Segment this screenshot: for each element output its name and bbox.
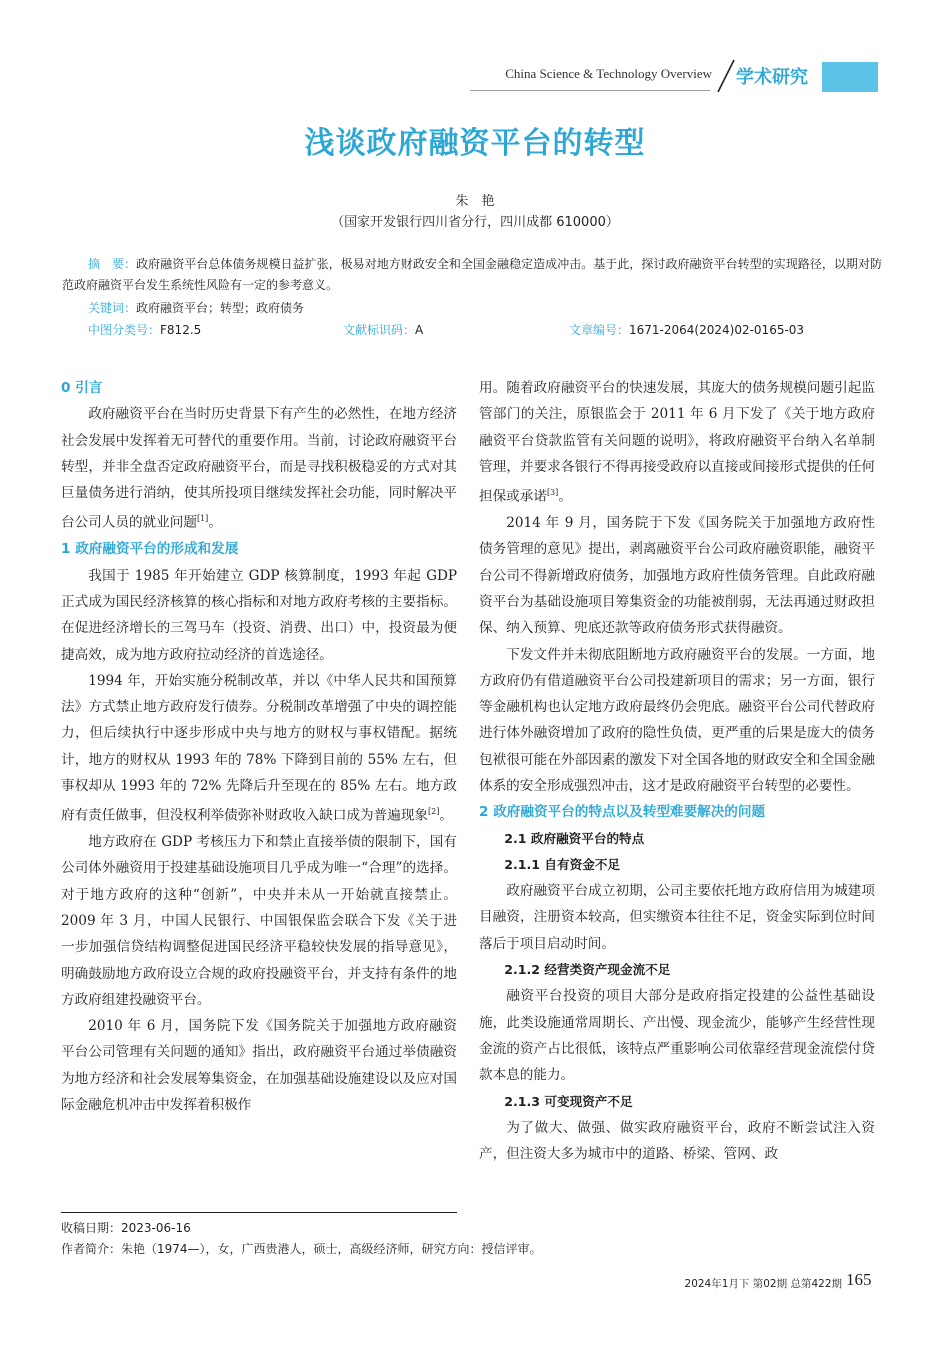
clc-label: 中图分类号： [88,323,161,337]
author-bio: 作者简介：朱艳（1974—），女，广西贵港人，硕士，高级经济师，研究方向：授信评审。 [61,1242,542,1256]
citation: [1] [196,514,209,524]
paragraph: 政府融资平台在当时历史背景下有产生的必然性，在地方经济社会发展中发挥着无可替代的重要作用。当前，讨论政府融资平台转型，并非全盘否定政府融资平台，而是寻找积极稳妥的方式对其巨量债务进行消纳，使其所投项目继续发挥社会功能，同时解决平台公司人员的就业问题[1]。 [61,406,457,532]
paragraph: 用。随着政府融资平台的快速发展，其庞大的债务规模问题引起监管部门的关注，原银监会于 2011 年 6 月下发了《关于地方政府融资平台贷款监管有关问题的说明》，将政府融资平台纳入名单制管理，并要求各银行不得再接受政府以直接或间接形式提供的任何担保或承诺[3]。 [479,380,875,505]
section-heading: 0 引言 [61,380,103,396]
citation: [3] [546,488,559,498]
header-accent-block [822,62,878,92]
doccode-value: A [415,323,424,337]
article-no-value: 1671-2064(2024)02-0165-03 [629,323,805,337]
subsection-heading: 2.1.1 自有资金不足 [504,856,620,872]
paragraph: 政府融资平台成立初期，公司主要依托地方政府信用为城建项目融资，注册资本较高，但实缴资本往往不足，资金实际到位时间落后于项目启动时间。 [479,883,875,952]
abstract [62,254,882,296]
right-column [479,375,875,1167]
section-heading: 1 政府融资平台的形成和发展 [61,541,239,558]
abstract-text: 政府融资平台总体债务规模日益扩张，极易对地方财政安全和全国金融稳定造成冲击。基于此，探讨政府融资平台转型的实现路径，以期对防范政府融资平台发生系统性风险有一定的参考意义。 [62,257,882,292]
issue-info: 2024年1月下 第02期 总第422期 [684,1278,842,1290]
page-number: 165 [846,1270,872,1289]
keywords-text: 政府融资平台；转型；政府债务 [136,301,305,315]
article-no-label: 文章编号： [569,323,630,337]
paragraph: 为了做大、做强、做实政府融资平台，政府不断尝试注入资产，但注资大多为城市中的道路、桥梁、管网、政 [479,1119,875,1163]
received-date: 收稿日期：2023-06-16 [61,1221,191,1235]
subsection-heading: 2.1.3 可变现资产不足 [504,1093,633,1109]
section-heading: 2 政府融资平台的特点以及转型难要解决的问题 [479,804,766,821]
journal-name: China Science & Technology Overview [505,66,712,81]
keywords-label: 关键词： [88,301,137,315]
citation: [2] [428,807,440,817]
section-label: 学术研究 [736,67,808,88]
paragraph: 地方政府在 GDP 考核压力下和禁止直接举债的限制下，国有公司体外融资用于投建基础设施项目几乎成为唯一“合理”的选择。对于地方政府的这种“创新”，中央并未从一开始就直接禁止。2009 年 3 月，中国人民银行、中国银保监会联合下发《关于进一步加强信贷结构调整促进国民经济平稳较快发展的指导意见》，明确鼓励地方政府设立合规的政府投融资平台，并支持有条件的地方政府组建投融资平台。 [61,834,457,1008]
footnote-rule [61,1212,457,1213]
paragraph: 融资平台投资的项目大部分是政府指定投建的公益性基础设施，此类设施通常周期长、产出慢、现金流少，能够产生经营性现金流的资产占比很低，该特点严重影响公司依靠经营现金流偿付贷款本息的能力。 [479,988,875,1084]
left-column [61,375,457,1118]
doccode-label: 文献标识码： [343,323,416,337]
article-number [569,320,804,341]
subsection-heading: 2.1.2 经营类资产现金流不足 [504,962,671,978]
paragraph: 我国于 1985 年开始建立 GDP 核算制度，1993 年起 GDP 正式成为国民经济核算的核心指标和对地方政府考核的主要指标。在促进经济增长的三驾马车（投资、消费、出口）中，投资最为便捷高效，成为地方政府拉动经济的首选途径。 [61,567,457,663]
author-affiliation: （国家开发银行四川省分行，四川成都 610000） [331,215,619,230]
keywords [62,298,882,319]
paragraph: 下发文件并未彻底阻断地方政府融资平台的发展。一方面，地方政府仍有借道融资平台公司投建新项目的需求；另一方面，银行等金融机构也认定地方政府最终仍会兜底。融资平台公司代替政府进行体外融资增加了政府的隐性负债，更严重的后果是庞大的债务包袱很可能在外部因素的激发下对全国各地的财政安全和全国金融体系的安全形成强烈冲击，这才是政府融资平台转型的必要性。 [479,646,875,794]
article-author: 朱 艳 [455,194,495,209]
clc-value: F812.5 [160,323,202,337]
abstract-label: 摘 要： [88,257,137,271]
paragraph: 2014 年 9 月，国务院于下发《国务院关于加强地方政府性债务管理的意见》提出，剥离融资平台公司政府融资职能，融资平台公司不得新增政府债务，加强地方政府性债务管理。自此政府融资平台为基础设施项目筹集资金的功能被削弱，无法再通过财政担保、纳入预算、兜底还款等政府债务形式获得融资。 [479,515,875,637]
header-rule [470,90,710,91]
article-title: 浅谈政府融资平台的转型 [304,126,646,161]
paragraph: 1994 年，开始实施分税制改革，并以《中华人民共和国预算法》方式禁止地方政府发行债券。分税制改革增强了中央的调控能力，但后续执行中逐步形成中央与地方的财权与事权错配。据统计，地方的财权从 1993 年的 78% 下降到目前的 55% 左右，但事权却从 1993 年的 72% 先降后升至现在的 85% 左右。地方政府有责任做事，但没权利举债弥补财政收入缺口成为普遍现象[2]。 [61,672,457,824]
subsection-heading: 2.1 政府融资平台的特点 [504,830,645,846]
clc-number [88,320,201,341]
paragraph: 2010 年 6 月，国务院下发《国务院关于加强地方政府融资平台公司管理有关问题的通知》指出，政府融资平台通过举债融资为地方经济和社会发展筹集资金，在加强基础设施建设以及应对国际金融危机冲击中发挥着积极作 [61,1018,457,1114]
document-code [343,320,423,341]
